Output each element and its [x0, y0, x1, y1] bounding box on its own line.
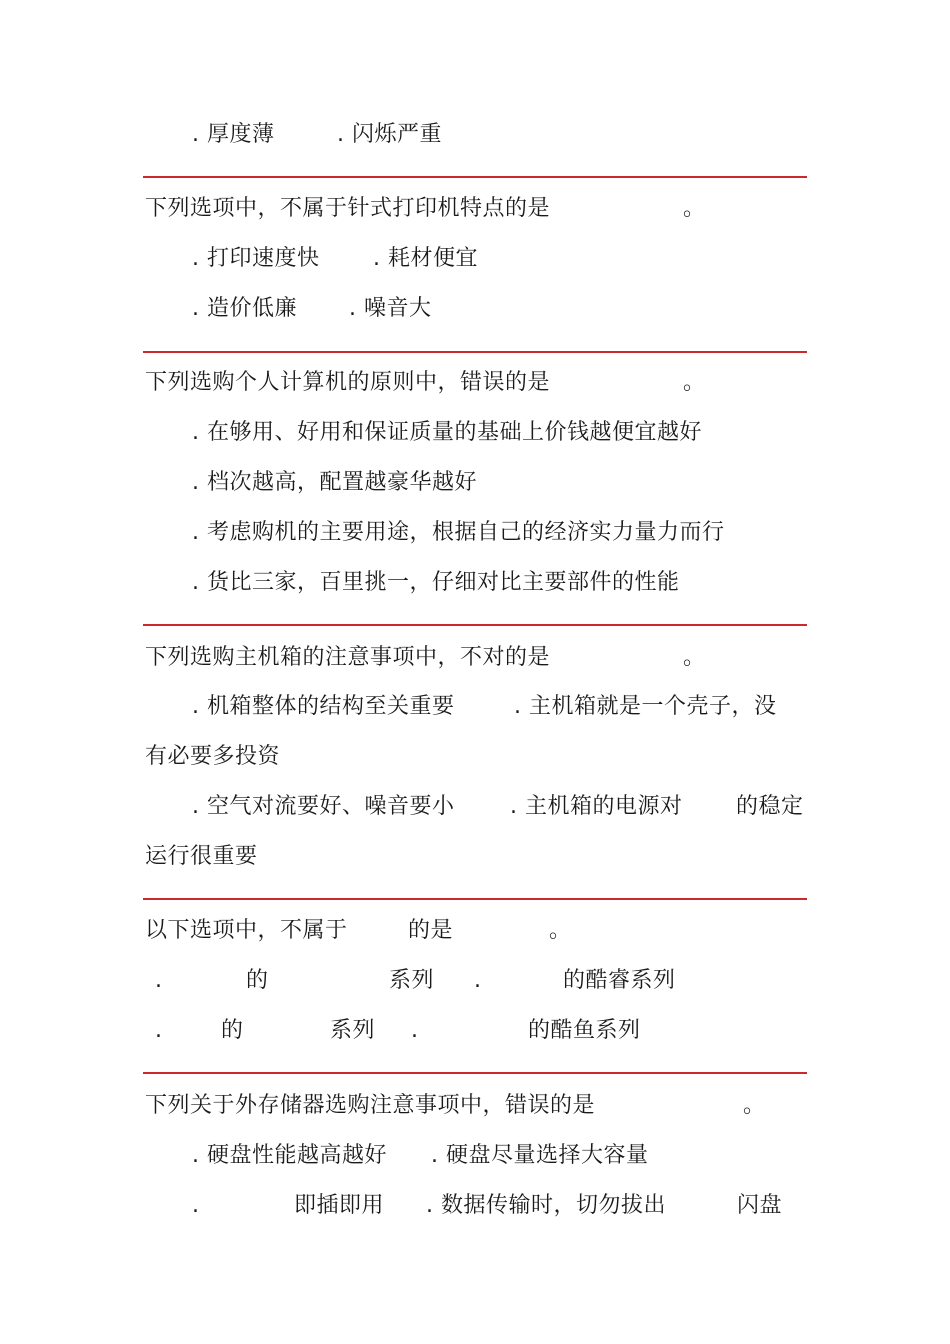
option-d: . 货比三家，百里挑一，仔细对比主要部件的性能: [192, 570, 680, 595]
option-d-marker: .: [411, 1018, 419, 1043]
option-d: . 噪音大: [349, 296, 432, 321]
question-text: 下列选项中，不属于针式打印机特点的是: [145, 196, 551, 221]
question-period: 。: [683, 196, 706, 221]
option-d-fragment: 的酷鱼系列: [528, 1018, 641, 1043]
option-c: . 空气对流要好、噪音要小: [192, 794, 455, 819]
question-text: 下列选购个人计算机的原则中，错误的是: [145, 370, 551, 395]
option-c: . 造价低廉: [192, 296, 297, 321]
option-b: . 耗材便宜: [373, 246, 478, 271]
option-d: . 闪烁严重: [337, 122, 442, 147]
option-b: . 档次越高，配置越豪华越好: [192, 470, 477, 495]
option-d-continued: 运行很重要: [145, 844, 258, 869]
question-divider: [143, 1072, 807, 1074]
option-b-continued: 有必要多投资: [145, 744, 281, 769]
question-divider: [143, 624, 807, 626]
option-a: . 硬盘性能越高越好: [192, 1143, 387, 1168]
question-divider: [143, 898, 807, 900]
question-period: 。: [683, 370, 706, 395]
question-divider: [143, 351, 807, 353]
option-d: . 主机箱的电源对: [510, 794, 683, 819]
question-period: 。: [743, 1093, 766, 1118]
option-c: . 考虑购机的主要用途，根据自己的经济实力量力而行: [192, 520, 725, 545]
option-a-marker: .: [155, 968, 163, 993]
option-a: . 在够用、好用和保证质量的基础上价钱越便宜越好: [192, 420, 702, 445]
option-c-fragment: 系列: [330, 1018, 376, 1043]
question-text: 下列选购主机箱的注意事项中，不对的是: [145, 645, 551, 670]
question-period: 。: [683, 645, 706, 670]
option-c: . 厚度薄: [192, 122, 275, 147]
option-c-marker: .: [192, 1193, 200, 1218]
option-d-fragment: 闪盘: [737, 1193, 783, 1218]
option-b: . 硬盘尽量选择大容量: [431, 1143, 649, 1168]
option-d-fragment: 的稳定: [736, 794, 804, 819]
question-text: 下列关于外存储器选购注意事项中，错误的是: [145, 1093, 596, 1118]
question-text-fragment: 的是: [408, 918, 454, 943]
option-a: . 机箱整体的结构至关重要: [192, 694, 455, 719]
question-text: 以下选项中，不属于: [145, 918, 348, 943]
question-divider: [143, 176, 807, 178]
option-d: . 数据传输时，切勿拔出: [426, 1193, 666, 1218]
option-b-fragment: 的酷睿系列: [563, 968, 676, 993]
option-c-fragment: 的: [221, 1018, 244, 1043]
option-a-fragment: 系列: [389, 968, 435, 993]
option-a-fragment: 的: [246, 968, 269, 993]
option-a: . 打印速度快: [192, 246, 320, 271]
option-c-fragment: 即插即用: [294, 1193, 385, 1218]
option-b: . 主机箱就是一个壳子，没: [514, 694, 777, 719]
option-b-marker: .: [474, 968, 482, 993]
question-period: 。: [549, 918, 572, 943]
option-c-marker: .: [155, 1018, 163, 1043]
